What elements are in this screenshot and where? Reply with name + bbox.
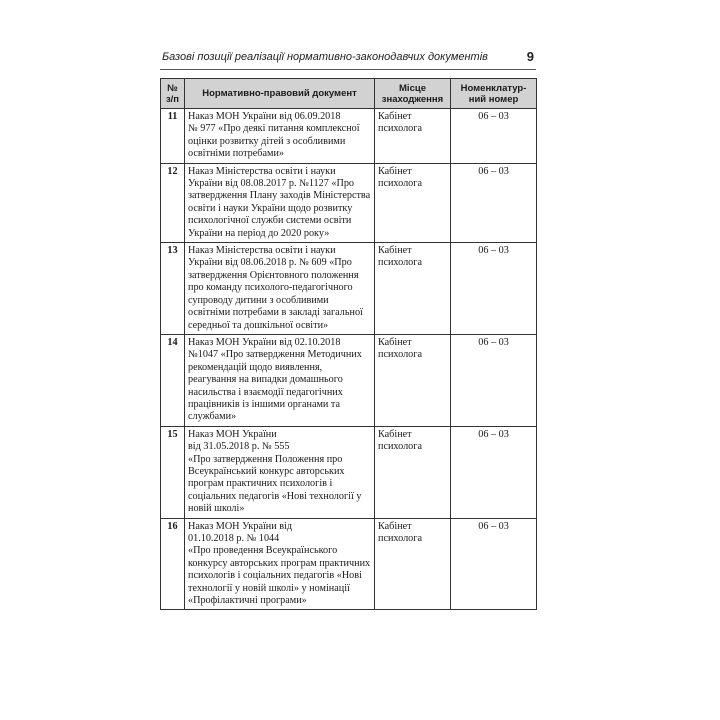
table-header [161, 79, 537, 109]
row-code: 06 – 03 [451, 109, 537, 164]
row-number: 16 [161, 518, 185, 610]
row-location: Кабінет психолога [375, 109, 451, 164]
row-code: 06 – 03 [451, 426, 537, 518]
running-header [160, 51, 536, 70]
row-code: 06 – 03 [451, 243, 537, 335]
header-row [161, 79, 537, 109]
row-location: Кабінет психолога [375, 426, 451, 518]
row-document: Наказ МОН України від 01.10.2018 р. № 1044 «Про проведення Всеукраїнського конкурсу авторських програм практичних психологів і соціальних педагогів «Нові технології у новій школі» у номінації «Профілактичні програми» [185, 518, 375, 610]
row-document: Наказ МОН України від 02.10.2018 №1047 «Про затвердження Методичних рекомендацій щодо виявлення, реагування на випадки домашнього насильства і взаємодії педагогічних працівників із іншими органами та службами» [185, 334, 375, 426]
table-body [161, 109, 537, 610]
row-code: 06 – 03 [451, 334, 537, 426]
row-code: 06 – 03 [451, 518, 537, 610]
row-location: Кабінет психолога [375, 334, 451, 426]
row-location: Кабінет психолога [375, 163, 451, 242]
table-row [161, 426, 537, 518]
table-row [161, 109, 537, 164]
row-number: 13 [161, 243, 185, 335]
table-row [161, 243, 537, 335]
column-header-code: Номенклатур-ний номер [451, 79, 537, 109]
row-document: Наказ Міністерства освіти і науки України від 08.08.2017 р. №1127 «Про затвердження Плану заходів Міністерства освіти і науки України щодо розвитку психологічної служби системи освіти України на період до 2020 року» [185, 163, 375, 242]
row-number: 14 [161, 334, 185, 426]
row-document: Наказ МОН України від 31.05.2018 р. № 555 «Про затвердження Положення про Всеукраїнський конкурс авторських програм практичних психологів і соціальних педагогів «Нові технології у новій школі» [185, 426, 375, 518]
row-document: Наказ МОН України від 06.09.2018 № 977 «Про деякі питання комплексної оцінки розвитку дітей з особливими освітніми потребами» [185, 109, 375, 164]
table-row [161, 518, 537, 610]
row-document: Наказ Міністерства освіти і науки України від 08.06.2018 р. № 609 «Про затвердження Орієнтовного положення про команду психолого-педагогічного супроводу дитини з особливими освітніми потребами в закладі загальної середньої та дошкільної освіти» [185, 243, 375, 335]
page-number: 9 [526, 49, 534, 64]
row-location: Кабінет психолога [375, 518, 451, 610]
row-code: 06 – 03 [451, 163, 537, 242]
column-header-number: № з/п [161, 79, 185, 109]
column-header-document: Нормативно-правовий документ [185, 79, 375, 109]
documents-table [160, 78, 537, 610]
row-location: Кабінет психолога [375, 243, 451, 335]
table-row [161, 334, 537, 426]
table-row [161, 163, 537, 242]
row-number: 11 [161, 109, 185, 164]
running-title: Базові позиції реалізації нормативно-законодавчих документів [162, 51, 488, 63]
column-header-location: Місце знаходження [375, 79, 451, 109]
row-number: 15 [161, 426, 185, 518]
row-number: 12 [161, 163, 185, 242]
